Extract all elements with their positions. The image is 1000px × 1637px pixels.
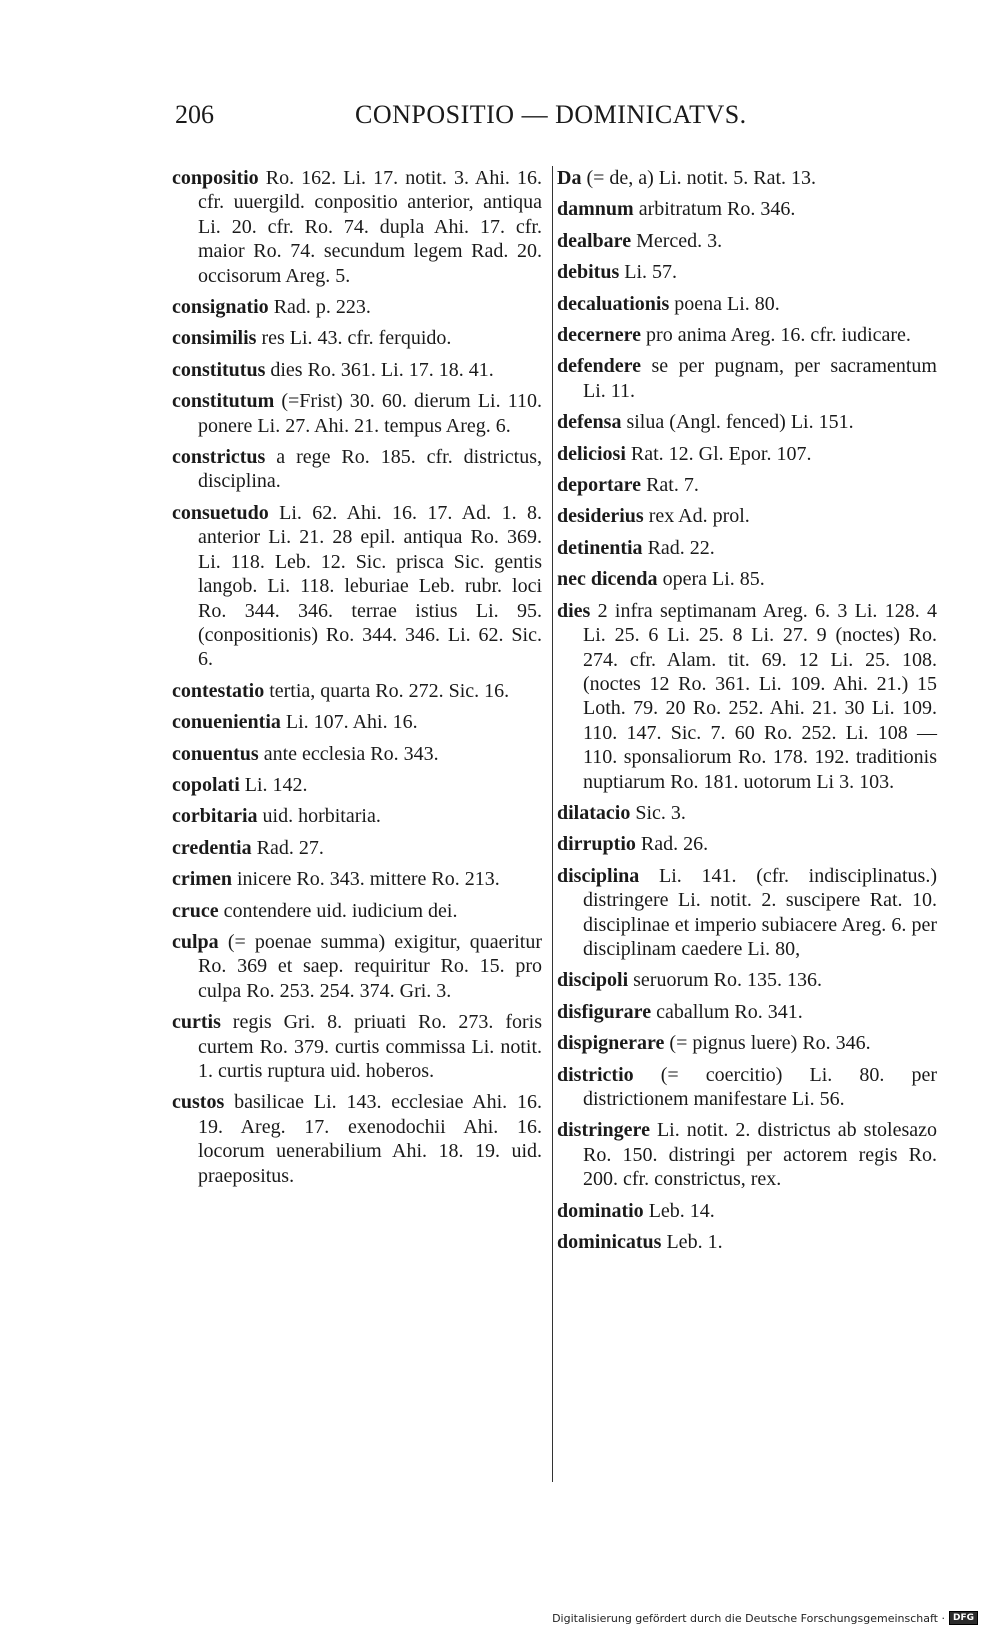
entry-text: Li. notit. 2. districtus ab stolesazo Ro. 150. distringi per actorem regis Ro. 200. cfr. constrictus, rex.	[583, 1119, 937, 1191]
entry-headword: decaluationis	[557, 292, 670, 315]
entry-text: dies Ro. 361. Li. 17. 18. 41.	[265, 358, 494, 381]
entry-headword: constitutus	[172, 358, 266, 381]
dictionary-entry	[557, 410, 937, 434]
entry-text: Merced. 3.	[631, 229, 723, 252]
entry-headword: dealbare	[557, 229, 632, 252]
dictionary-entry	[557, 197, 937, 221]
entry-text: Sic. 3.	[630, 801, 686, 824]
dictionary-entry	[557, 1063, 937, 1112]
dictionary-entry	[557, 166, 937, 190]
entry-headword: detinentia	[557, 536, 643, 559]
entry-headword: decernere	[557, 324, 642, 347]
dictionary-entry	[557, 260, 937, 284]
column-divider	[552, 166, 553, 1482]
entry-headword: dominatio	[557, 1199, 644, 1222]
entry-text: (= poenae summa) exigitur, quaeritur Ro. 369 et saep. requiritur Ro. 15. pro culpa Ro. 253. 254. 374. Gri. 3.	[198, 930, 542, 1002]
entry-text: Li. 142.	[239, 773, 308, 796]
right-column	[557, 166, 937, 1261]
left-column	[172, 166, 542, 1195]
entry-headword: contestatio	[172, 679, 265, 702]
entry-headword: curtis	[172, 1011, 221, 1034]
entry-text: Li. 62. Ahi. 16. 17. Ad. 1. 8. anterior Li. 21. 28 epil. antiqua Ro. 369. Li. 118. Leb. 12. Sic. prisca Sic. gentis langob. Li. 118. leburiae Leb. rubr. loci Ro. 344. 346. terrae istius Li. 95. (conpositionis) Ro. 344. 346. Li. 62. Sic. 6.	[198, 501, 542, 671]
entry-text: Rad. 22.	[642, 536, 715, 559]
entry-text: Rad. p. 223.	[268, 296, 371, 319]
entry-text: ante ecclesia Ro. 343.	[258, 742, 439, 765]
entry-text: (= de, a) Li. notit. 5. Rat. 13.	[581, 167, 817, 189]
entry-headword: cruce	[172, 899, 219, 922]
dictionary-entry	[557, 442, 937, 466]
dictionary-entry	[557, 801, 937, 825]
dictionary-entry	[557, 968, 937, 992]
entry-headword: copolati	[172, 773, 240, 796]
entry-headword: defendere	[557, 355, 642, 378]
entry-headword: dirruptio	[557, 833, 636, 856]
entry-headword: Da	[557, 167, 582, 189]
dictionary-entry	[172, 804, 542, 828]
entry-headword: disciplina	[557, 864, 640, 887]
entry-text: regis Gri. 8. priuati Ro. 273. foris curtem Ro. 379. curtis commissa Li. notit. 1. curtis ruptura uid. hoberos.	[198, 1011, 542, 1082]
entry-text: Rat. 12. Gl. Epor. 107.	[625, 442, 812, 465]
dfg-logo: DFG	[949, 1611, 978, 1625]
entry-text: poena Li. 80.	[669, 292, 780, 315]
dictionary-entry	[172, 836, 542, 860]
entry-text: tertia, quarta Ro. 272. Sic. 16.	[264, 679, 510, 702]
entry-headword: dies	[557, 599, 591, 622]
entry-text: 2 infra septimanam Areg. 6. 3 Li. 128. 4 Li. 25. 6 Li. 25. 8 Li. 27. 9 (noctes) Ro. 274. cfr. Alam. tit. 69. 12 Li. 25. 108. (noctes 12 Ro. 361. Li. 109. Ahi. 21.) 15 Loth. 79. 20 Ro. 252. Ahi. 21. 30 Li. 109. 110. 147. Sic. 7. 60 Ro. 252. Li. 108 — 110. sponsaliorum Ro. 178. 192. traditionis nuptiarum Ro. 181. uotorum Li 3. 103.	[583, 599, 937, 793]
dictionary-entry	[557, 354, 937, 403]
entry-headword: deportare	[557, 474, 642, 497]
entry-headword: conpositio	[172, 167, 259, 189]
dictionary-entry	[172, 679, 542, 703]
entry-headword: corbitaria	[172, 805, 258, 828]
dictionary-entry	[172, 742, 542, 766]
entry-text: Rad. 27.	[251, 836, 324, 859]
entry-headword: constitutum	[172, 390, 275, 413]
entry-headword: credentia	[172, 836, 252, 859]
entry-headword: crimen	[172, 868, 232, 891]
entry-headword: discipoli	[557, 969, 629, 992]
dictionary-entry	[172, 1090, 542, 1188]
dictionary-entry	[172, 710, 542, 734]
entry-headword: defensa	[557, 411, 622, 434]
dictionary-entry	[557, 536, 937, 560]
dictionary-entry	[172, 389, 542, 438]
entry-headword: districtio	[557, 1063, 634, 1086]
dictionary-entry	[557, 229, 937, 253]
entry-text: Leb. 1.	[661, 1231, 723, 1254]
footer	[552, 1611, 978, 1625]
entry-headword: consignatio	[172, 296, 269, 319]
dictionary-entry	[557, 1230, 937, 1254]
entry-text: arbitratum Ro. 346.	[633, 198, 796, 221]
entry-text: Li. 57.	[619, 261, 678, 284]
entry-headword: consimilis	[172, 327, 257, 350]
entry-text: (=Frist) 30. 60. dierum Li. 110. ponere Li. 27. Ahi. 21. tempus Areg. 6.	[198, 390, 542, 437]
dictionary-entry	[557, 323, 937, 347]
page-number: 206	[175, 100, 214, 129]
entry-headword: constrictus	[172, 446, 266, 469]
entry-text: Leb. 14.	[643, 1199, 715, 1222]
dictionary-entry	[172, 867, 542, 891]
entry-headword: debitus	[557, 261, 620, 284]
entry-text: seruorum Ro. 135. 136.	[628, 969, 823, 992]
dictionary-entry	[172, 295, 542, 319]
entry-headword: dilatacio	[557, 801, 631, 824]
dictionary-entry	[557, 1000, 937, 1024]
dictionary-entry	[557, 473, 937, 497]
dictionary-entry	[172, 930, 542, 1003]
entry-text: se per pugnam, per sacramentum Li. 11.	[583, 355, 937, 402]
entry-text: opera Li. 85.	[657, 568, 765, 591]
entry-headword: conuenientia	[172, 711, 281, 734]
dictionary-entry	[172, 358, 542, 382]
entry-text: contendere uid. iudicium dei.	[218, 899, 458, 922]
entry-text: rex Ad. prol.	[643, 505, 750, 528]
dictionary-entry	[172, 501, 542, 672]
dictionary-entry	[172, 166, 542, 288]
entry-text: Rad. 26.	[635, 833, 709, 856]
dictionary-entry	[172, 445, 542, 494]
dictionary-entry	[172, 773, 542, 797]
dictionary-entry	[557, 832, 937, 856]
entry-headword: dispignerare	[557, 1032, 665, 1055]
dictionary-entry	[557, 1031, 937, 1055]
entry-headword: culpa	[172, 930, 219, 953]
entry-text: Rat. 7.	[641, 474, 699, 497]
entry-text: caballum Ro. 341.	[651, 1000, 803, 1023]
entry-text: inicere Ro. 343. mittere Ro. 213.	[231, 868, 500, 891]
entry-text: basilicae Li. 143. ecclesiae Ahi. 16. 19. Areg. 17. exenodochii Ahi. 16. locorum uenerabilium Ahi. 18. 19. uid. praepositus.	[198, 1091, 542, 1187]
entry-text: a rege Ro. 185. cfr. districtus, disciplina.	[198, 446, 542, 493]
dictionary-entry	[557, 292, 937, 316]
dictionary-entry	[557, 864, 937, 962]
entry-text: uid. horbitaria.	[257, 805, 381, 828]
entry-text: (= coercitio) Li. 80. per districtionem manifestare Li. 56.	[583, 1063, 937, 1110]
entry-headword: deliciosi	[557, 442, 626, 465]
entry-headword: disfigurare	[557, 1000, 652, 1023]
entry-text: res Li. 43. cfr. ferquido.	[256, 327, 452, 350]
entry-text: (= pignus luere) Ro. 346.	[664, 1032, 871, 1055]
entry-text: pro anima Areg. 16. cfr. iudicare.	[641, 324, 911, 347]
entry-text: Li. 141. (cfr. indisciplinatus.) distringere Li. notit. 2. suscipere Rat. 10. disciplinae et imperio subiacere Areg. 6. per disciplinam caedere Li. 80,	[583, 864, 937, 960]
entry-headword: desiderius	[557, 505, 644, 528]
dictionary-entry	[557, 567, 937, 591]
entry-headword: nec dicenda	[557, 568, 658, 591]
dictionary-entry	[557, 599, 937, 794]
entry-text: Ro. 162. Li. 17. notit. 3. Ahi. 16. cfr. uuergild. conpositio anterior, antiqua Li. 20. cfr. Ro. 74. dupla Ahi. 17. cfr. maior Ro. 74. secundum legem Rad. 20. occisorum Areg. 5.	[198, 167, 542, 287]
entry-headword: distringere	[557, 1119, 650, 1142]
dictionary-entry	[172, 899, 542, 923]
entry-headword: dominicatus	[557, 1231, 662, 1254]
entry-headword: conuentus	[172, 742, 259, 765]
entry-text: Li. 107. Ahi. 16.	[280, 711, 418, 734]
entry-headword: damnum	[557, 198, 634, 221]
entry-text: silua (Angl. fenced) Li. 151.	[621, 411, 854, 434]
dictionary-entry	[557, 504, 937, 528]
dictionary-entry	[172, 1010, 542, 1083]
page-header	[175, 100, 765, 134]
page-title: CONPOSITIO — DOMINICATVS.	[355, 100, 747, 129]
dictionary-entry	[557, 1199, 937, 1223]
footer-text: Digitalisierung gefördert durch die Deutsche Forschungsgemeinschaft ·	[552, 1611, 945, 1625]
entry-headword: consuetudo	[172, 501, 269, 524]
dictionary-entry	[172, 326, 542, 350]
dictionary-entry	[557, 1118, 937, 1191]
entry-headword: custos	[172, 1091, 225, 1114]
